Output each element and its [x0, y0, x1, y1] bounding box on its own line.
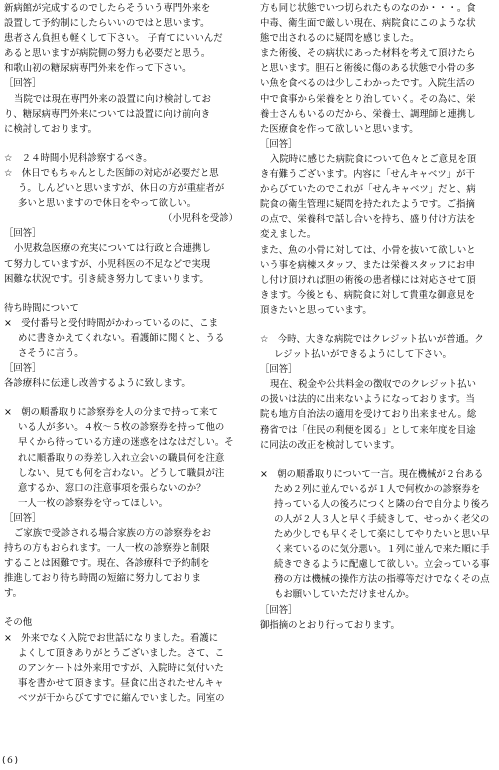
- text-line: に同法の改正を検討しています。: [260, 439, 400, 451]
- text-line: また術後、その病状にあった材料を考えて頂けたら: [260, 48, 476, 60]
- text-line: もお願いしていただけませんか。: [274, 589, 415, 601]
- text-line: × 外来でなく入院でお世話になりました。看護に: [4, 632, 219, 644]
- text-line: 当院では現在専門外来の設置に向け検討してお: [14, 93, 211, 105]
- right-column: [260, 1, 498, 633]
- spacer: [260, 318, 498, 332]
- text-line: く来ているのに気分悪い。１列に並んで来た順に手: [274, 544, 490, 556]
- page-number: (６): [2, 756, 19, 766]
- text-line: り、糖尿病専門外来については設置に向け前向き: [4, 108, 211, 120]
- text-line: ため２列に並んでいるが１人で何枚かの診察券を: [274, 483, 481, 495]
- text-line: 早くから待っている方達の迷惑をはなはだしい。そ: [18, 437, 234, 449]
- answer-text: [4, 241, 244, 286]
- comment-item: [4, 166, 244, 211]
- text-line: に検討しております。: [4, 123, 97, 135]
- spacer: [4, 137, 244, 151]
- section-heading: その他: [4, 617, 33, 629]
- text-line: のアンケートは外来用ですが、入院時に気付いた: [18, 662, 224, 674]
- text-line: す。: [4, 588, 22, 600]
- text-line: 意するか、窓口の注意事項を張らないのか？: [18, 482, 206, 494]
- answer-label: ［回答］: [4, 78, 42, 90]
- text-line: の扱いは法的に出来ないようになっております。当: [260, 394, 475, 406]
- text-line: 困難な状況です。引き続き努力してまいります。: [4, 273, 209, 285]
- text-line: 持ちの方もおられます。一人一枚の診察券と制限: [4, 543, 210, 555]
- text-block: [4, 1, 244, 76]
- text-line: き有難うございます。内容に「せんキャベツ」が干: [260, 169, 475, 181]
- text-line: レジット払いができるようにして下さい。: [274, 349, 452, 361]
- text-line: よくして頂きありがとうございました。さて、こ: [18, 647, 225, 659]
- answer-label: ［回答］: [260, 604, 298, 616]
- text-line: 中毒、衛生面で厳しい現在、病院食にこのような状: [260, 18, 476, 30]
- spacer: [4, 391, 244, 405]
- text-line: い魚を食べるのは少しこわかったです。入院生活の: [260, 78, 475, 90]
- text-line: いる人が多い。４枚～５枚の診察券を持って他の: [18, 422, 225, 434]
- text-line: ☆ ２４時間小児科診察するべき。: [4, 152, 153, 164]
- section-heading: 待ち時間について: [4, 302, 79, 314]
- text-line: 続きできるように配慮して欲しい。立会っている事: [274, 559, 490, 571]
- comment-item: [4, 316, 244, 361]
- text-line: × 受付番号と受付時間がかわっているのに、こま: [4, 317, 219, 329]
- spacer: [4, 287, 244, 301]
- text-line: 持っている人の後ろにつくと隣の台で自分より後ろ: [274, 498, 490, 510]
- text-line: 院食の衛生管理に疑問を持たれたようです。ご指摘: [260, 199, 475, 211]
- text-line: いう事を病棟スタッフ、または栄養スタッフにお申: [260, 259, 475, 271]
- text-line: 事を書かせて頂きます。昼食に出されたせんキャ: [18, 677, 224, 689]
- text-block: [260, 618, 498, 633]
- text-line: 小児救急医療の充実については行政と合連携し: [14, 243, 211, 255]
- text-line: 設置して予約制にしたらいいのではと思います。: [4, 18, 210, 30]
- text-line: 方も同じ状態でいつ切られたものなのか・・・。食: [260, 3, 476, 14]
- answer-label: ［回答］: [4, 512, 42, 524]
- text-line: 養士さんもいるのだから、栄養士、調理師と連携し: [260, 108, 476, 120]
- text-line: 変えました。: [260, 229, 317, 241]
- text-line: 多いと思いますので休日をやって欲しい。: [18, 198, 197, 210]
- answer-label: ［回答］: [4, 228, 42, 240]
- text-line: 院も地方自治法の適用を受けており出来ません。総: [260, 409, 477, 421]
- text-line: × 朝の順番取りについて一言。現在機械が２台ある: [260, 468, 484, 480]
- text-line: 中で食事から栄養をとり治していく。その為に、栄: [260, 93, 476, 105]
- text-line: からびていたのでこれが「せんキャベツ」だと、病: [260, 184, 476, 196]
- text-line: 御指摘のとおり行っております。: [260, 619, 400, 631]
- text-line: 新病館が完成するのでしたらそういう専門外来を: [4, 3, 211, 14]
- comment-item: [260, 467, 498, 603]
- text-line: う。しんどいと思いますが、休日の方が重症者が: [18, 183, 225, 195]
- text-line: × 朝の順番取りに診察券を人の分まで持って来て: [4, 407, 219, 419]
- text-line: 務の方は機械の操作方法の指導等だけでなくその点: [274, 574, 490, 586]
- answer-label: ［回答］: [260, 138, 298, 150]
- answer-text: [4, 526, 244, 601]
- text-line: また、魚の小骨に対しては、小骨を抜いて欲しいと: [260, 244, 476, 256]
- text-line: た医療食を作って欲しいと思います。: [260, 123, 419, 135]
- text-line: の点で、栄養科で話し合いを持ち、盛り付け方法を: [260, 214, 476, 226]
- text-line: 各診療科に伝達し改善するように致します。: [4, 378, 191, 390]
- text-line: し付け頂ければ胆の術後の患者様には対応させて頂: [260, 274, 476, 286]
- text-line: ☆ 休日でもちゃんとした医師の対応が必要だと思: [4, 167, 219, 179]
- text-block: [4, 376, 244, 391]
- text-line: 入院時に感じた病院食について色々とご意見を頂: [270, 153, 477, 165]
- spacer: [4, 601, 244, 615]
- text-line: 務省では「住民の利便を図る」として来年度を目途: [260, 424, 476, 436]
- text-line: しない、見ても何を言わない。どうして職員が注: [18, 467, 225, 479]
- text-line: 頂きたいと思っています。: [260, 304, 372, 316]
- text-line: 患者さん負担も軽くして下さい。 子育てにいいんだ: [4, 33, 223, 45]
- answer-label: ［回答］: [260, 364, 298, 376]
- text-line: さそうに言う。: [18, 347, 84, 359]
- left-column: [4, 1, 244, 706]
- text-line: と思います。胆石と術後に傷のある状態で小骨の多: [260, 63, 475, 75]
- text-line: めに書きかえてくれない。看護師に聞くと、うる: [18, 332, 225, 344]
- comment-item: [4, 405, 244, 511]
- answer-label: ［回答］: [4, 363, 42, 375]
- text-line: ベツが干からびてすでに縮んでいました。同室の: [18, 692, 225, 704]
- comment-item: [260, 332, 498, 362]
- text-line: の人が２人３人と早く手続きして、せっかく老父の: [274, 514, 490, 525]
- answer-text: [260, 377, 498, 452]
- comment-item: [4, 631, 244, 706]
- text-line: ため少しでも早くそして楽にしてやりたいと思い早: [274, 529, 490, 541]
- spacer: [260, 453, 498, 467]
- text-line: 一人一枚の診察券を守ってほしい。: [18, 497, 169, 509]
- text-line: あると思いますが病院側の努力も必要だと思う。: [4, 48, 211, 60]
- text-block: [260, 1, 498, 137]
- comment-item: [4, 151, 244, 166]
- text-line: 推進しており待ち時間の短縮に努力しておりま: [4, 573, 201, 585]
- text-line: することは困難です。現在、各診療科で予約制を: [4, 558, 210, 570]
- text-line: 現在、税金や公共料金の徴収でのクレジット払い: [270, 379, 477, 391]
- text-line: ご家族で受診される場合家族の方の診察券をお: [14, 528, 211, 539]
- text-line: 和歌山初の糖尿病専門外来を作って下さい。: [4, 63, 192, 75]
- text-line: きます。今後とも、病院食に対して貴重な御意見を: [260, 289, 475, 301]
- text-line: れに順番取りの券差し入れ立会いの職員何を注意: [18, 452, 225, 464]
- answer-text: [4, 92, 244, 137]
- text-line: 態で出されるのに疑問を感じました。: [260, 33, 420, 45]
- answer-text: [260, 152, 498, 318]
- text-line: ☆ 今時、大きな病院ではクレジット払いが普通。ク: [260, 333, 484, 345]
- text-line: て努力していますが、小児科医の不足などで実現: [4, 258, 211, 270]
- department-note: （小児科を受診）: [162, 213, 238, 225]
